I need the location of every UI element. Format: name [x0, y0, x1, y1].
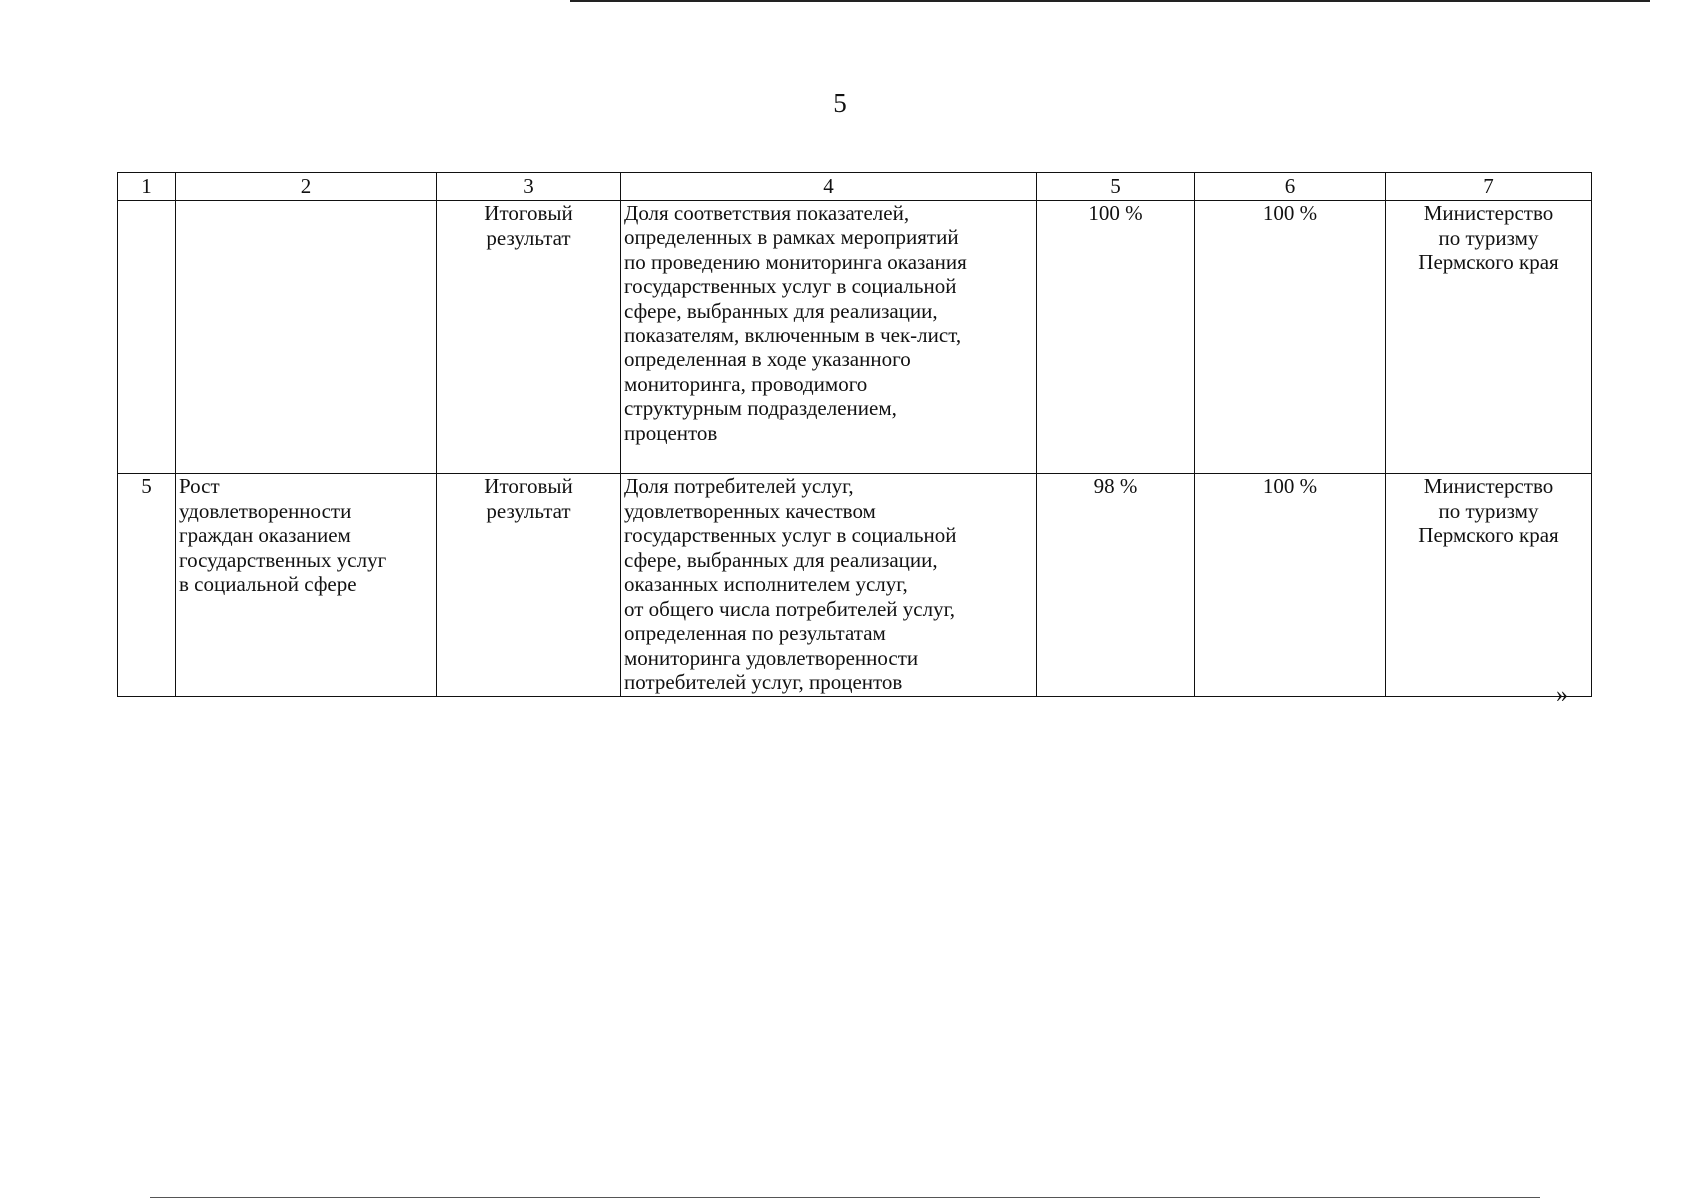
- indicator-cell: Доля соответствия показателей, определенных в рамках мероприятий по проведению мониторинга оказания государственных услуг в социальной сфере, выбранных для реализации, показателям, включенным в чек-лист, определенная в ходе указанного мониторинга, проводимого структурным подразделением, процентов: [621, 201, 1037, 474]
- target-value-cell: 100 %: [1195, 474, 1386, 697]
- table-row: [118, 474, 1592, 697]
- column-number-2: 2: [176, 173, 437, 201]
- row-number-cell: [118, 201, 176, 474]
- table-header-row: [118, 173, 1592, 201]
- column-number-6: 6: [1195, 173, 1386, 201]
- column-number-5: 5: [1037, 173, 1195, 201]
- column-number-1: 1: [118, 173, 176, 201]
- indicators-table: [117, 172, 1592, 697]
- table-row: [118, 201, 1592, 474]
- result-type-cell: Итоговый результат: [437, 201, 621, 474]
- column-number-7: 7: [1386, 173, 1592, 201]
- scan-border-top: [570, 0, 1650, 2]
- result-type-cell: Итоговый результат: [437, 474, 621, 697]
- page-number: 5: [833, 88, 847, 118]
- closing-quote-mark: »: [1556, 682, 1568, 708]
- responsible-cell: Министерство по туризму Пермского края: [1386, 474, 1592, 697]
- scan-border-bottom: [150, 1197, 1540, 1198]
- goal-cell: Рост удовлетворенности граждан оказанием государственных услуг в социальной сфере: [176, 474, 437, 697]
- column-number-4: 4: [621, 173, 1037, 201]
- responsible-cell: Министерство по туризму Пермского края: [1386, 201, 1592, 474]
- goal-cell: [176, 201, 437, 474]
- indicator-cell: Доля потребителей услуг, удовлетворенных качеством государственных услуг в социальной сфере, выбранных для реализации, оказанных исполнителем услуг, от общего числа потребителей услуг, определенная по результатам мониторинга удовлетворенности потребителей услуг, процентов: [621, 474, 1037, 697]
- target-value-cell: 100 %: [1195, 201, 1386, 474]
- base-value-cell: 100 %: [1037, 201, 1195, 474]
- base-value-cell: 98 %: [1037, 474, 1195, 697]
- row-number-cell: 5: [118, 474, 176, 697]
- column-number-3: 3: [437, 173, 621, 201]
